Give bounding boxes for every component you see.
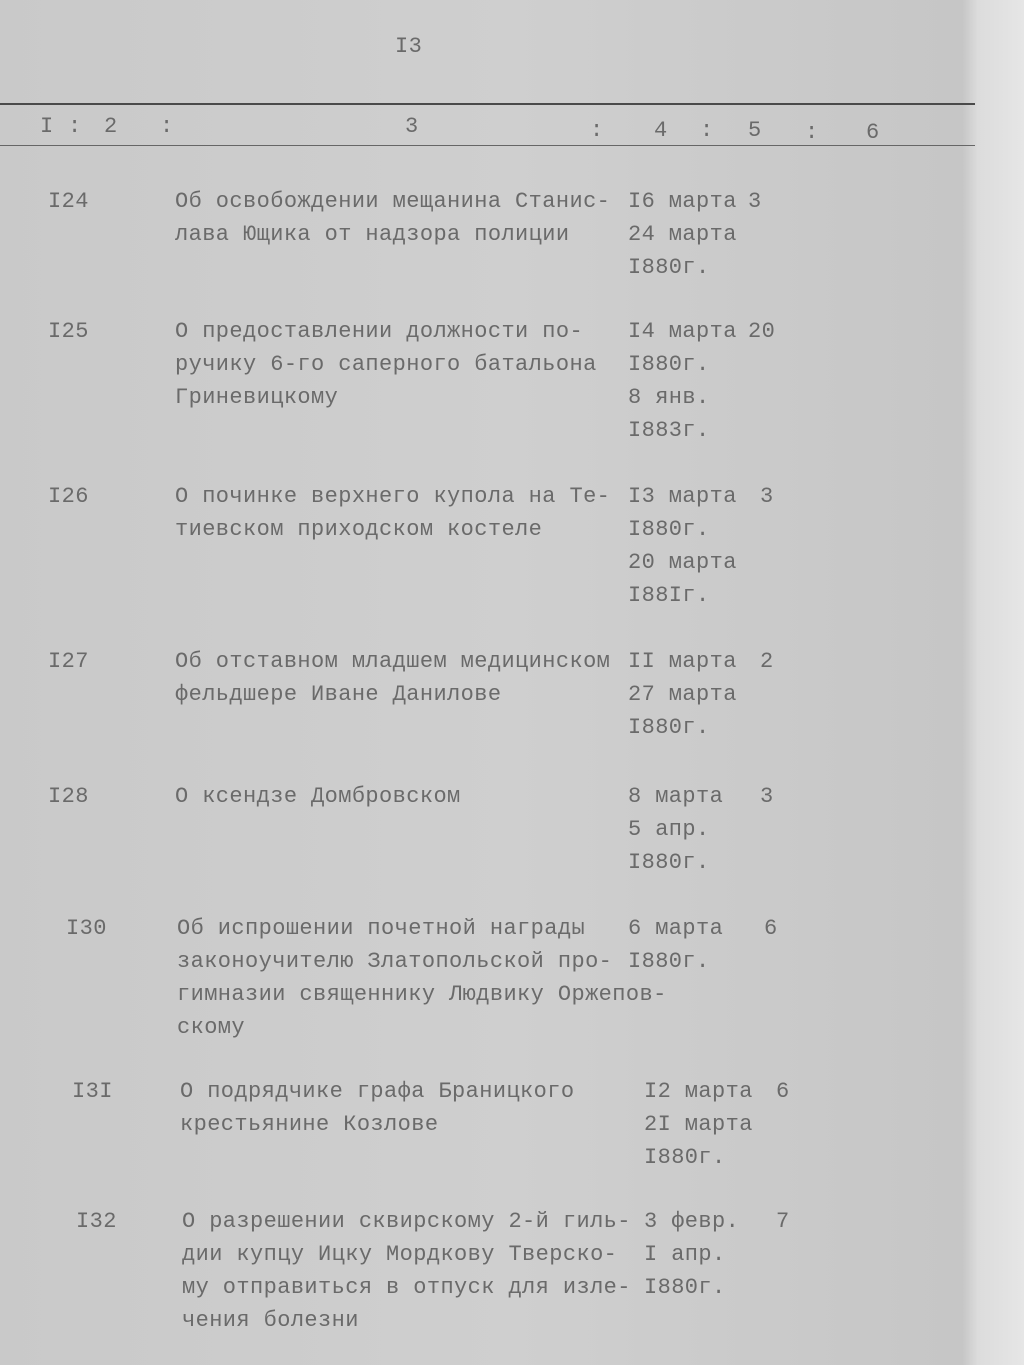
date-line: I880г. [628, 352, 710, 377]
page-number: I3 [395, 34, 423, 59]
entry-number: I30 [66, 916, 107, 941]
title-line: дии купцу Ицку Мордкову Тверско- [182, 1242, 618, 1267]
col-separator: : [160, 114, 174, 139]
date-line: I4 марта [628, 319, 737, 344]
entry-title [175, 185, 610, 251]
entry-dates [628, 912, 723, 978]
title-line: лава Ющика от надзора полиции [175, 222, 570, 247]
date-line: 6 марта [628, 916, 724, 941]
date-line: I3 марта [628, 484, 737, 509]
title-line: Гриневицкому [175, 385, 339, 410]
date-line: I880г. [628, 517, 710, 542]
date-line: I880г. [628, 715, 710, 740]
title-line: гимназии священнику Людвику Оржепов- [177, 982, 667, 1007]
date-line: 3 февр. [644, 1209, 740, 1234]
title-line: му отправиться в отпуск для изле- [182, 1275, 631, 1300]
entry-title [175, 645, 610, 711]
entry-title [175, 780, 461, 813]
entry-number: I25 [48, 319, 89, 344]
date-line: I88Iг. [628, 583, 710, 608]
sheet-count: 2 [760, 649, 774, 674]
title-line: О починке верхнего купола на Те- [175, 484, 611, 509]
title-line: ручику 6-го саперного батальона [175, 352, 597, 377]
date-line: 8 янв. [628, 385, 710, 410]
entry-dates [628, 315, 737, 447]
title-line: тиевском приходском костеле [175, 517, 543, 542]
date-line: I880г. [628, 850, 710, 875]
title-line: О ксендзе Домбровском [175, 784, 461, 809]
date-line: I883г. [628, 418, 710, 443]
date-line: I880г. [644, 1275, 726, 1300]
title-line: Об испрошении почетной награды [177, 916, 586, 941]
col-1-header: I [40, 114, 54, 139]
title-line: чения болезни [182, 1308, 359, 1333]
entry-title [175, 315, 597, 414]
title-line: О разрешении сквирскому 2-й гиль- [182, 1209, 631, 1234]
date-line: 2I марта [644, 1112, 753, 1137]
entry-dates [628, 480, 737, 612]
sheet-count: 7 [776, 1209, 790, 1234]
date-line: 5 апр. [628, 817, 710, 842]
col-3-header: 3 [405, 114, 419, 139]
entry-title [175, 480, 610, 546]
sheet-count: 3 [748, 189, 762, 214]
date-line: 24 марта [628, 222, 737, 247]
header-top-rule [0, 103, 975, 105]
col-2-header: 2 [104, 114, 118, 139]
entry-number: I28 [48, 784, 89, 809]
col-separator: : [590, 118, 604, 143]
col-4-header: 4 [654, 118, 668, 143]
date-line: I880г. [628, 949, 710, 974]
entry-number: I26 [48, 484, 89, 509]
date-line: I880г. [628, 255, 710, 280]
date-line: I апр. [644, 1242, 726, 1267]
sheet-count: 3 [760, 484, 774, 509]
title-line: О предоставлении должности по- [175, 319, 584, 344]
sheet-count: 20 [748, 319, 776, 344]
date-line: II марта [628, 649, 737, 674]
entry-dates [628, 185, 737, 284]
entry-number: I3I [72, 1079, 113, 1104]
sheet-count: 6 [764, 916, 778, 941]
title-line: скому [177, 1015, 246, 1040]
title-line: Об освобождении мещанина Станис- [175, 189, 611, 214]
title-line: фельдшере Иване Данилове [175, 682, 502, 707]
date-line: 27 марта [628, 682, 737, 707]
entry-title [180, 1075, 574, 1141]
sheet-count: 3 [760, 784, 774, 809]
entry-number: I24 [48, 189, 89, 214]
title-line: законоучителю Златопольской про- [177, 949, 613, 974]
entry-title [182, 1205, 631, 1337]
title-line: крестьянине Козлове [180, 1112, 439, 1137]
entry-dates [628, 645, 737, 744]
sheet-count: 6 [776, 1079, 790, 1104]
entry-dates [644, 1205, 739, 1304]
date-line: I2 марта [644, 1079, 753, 1104]
date-line: 20 марта [628, 550, 737, 575]
col-5-header: 5 [748, 118, 762, 143]
entry-number: I32 [76, 1209, 117, 1234]
title-line: О подрядчике графа Браницкого [180, 1079, 575, 1104]
col-separator: : [805, 120, 819, 145]
entry-dates [628, 780, 723, 879]
header-bottom-rule [0, 145, 975, 146]
col-separator: : [700, 118, 714, 143]
col-6-header: 6 [866, 120, 880, 145]
date-line: 8 марта [628, 784, 724, 809]
title-line: Об отставном младшем медицинском [175, 649, 611, 674]
date-line: I880г. [644, 1145, 726, 1170]
entry-title [177, 912, 667, 1044]
col-separator: : [68, 114, 82, 139]
entry-number: I27 [48, 649, 89, 674]
date-line: I6 марта [628, 189, 737, 214]
entry-dates [644, 1075, 753, 1174]
